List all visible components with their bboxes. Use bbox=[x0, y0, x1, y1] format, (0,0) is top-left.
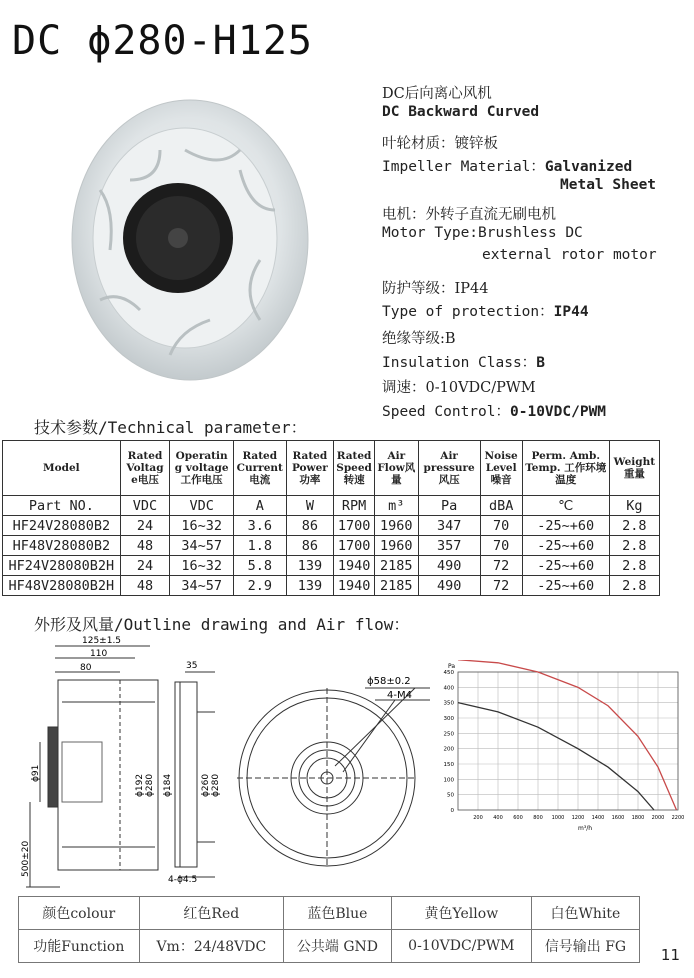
dim-d280b: ϕ280 bbox=[211, 773, 221, 797]
table-cell: -25~+60 bbox=[522, 536, 609, 556]
table-cell: 黄色Yellow bbox=[391, 897, 531, 930]
table-row bbox=[3, 576, 660, 596]
table-cell: 16~32 bbox=[170, 556, 234, 576]
table-cell: 蓝色Blue bbox=[284, 897, 392, 930]
impeller-value2: Metal Sheet bbox=[560, 177, 657, 193]
dim-125: 125±1.5 bbox=[82, 636, 122, 646]
side-view-drawing bbox=[0, 632, 235, 892]
fan-photo bbox=[60, 90, 310, 390]
table-cell: 72 bbox=[480, 556, 522, 576]
table-cell: 86 bbox=[286, 516, 334, 536]
table-cell: 1700 bbox=[334, 536, 375, 556]
table-cell: 信号输出 FG bbox=[531, 930, 639, 963]
table-cell: 24 bbox=[120, 556, 170, 576]
y-tick-label: 450 bbox=[443, 670, 454, 676]
table-cell: HF48V28080B2 bbox=[3, 536, 121, 556]
th-temp: Perm. Amb. Temp. 工作环境温度 bbox=[522, 441, 609, 496]
dim-holes: 4-ϕ4.5 bbox=[168, 875, 198, 885]
x-tick-label: 200 bbox=[473, 815, 483, 821]
chart-xlabel: m³/h bbox=[578, 825, 593, 832]
table-cell: 24 bbox=[120, 516, 170, 536]
x-tick-label: 1400 bbox=[591, 815, 605, 821]
protection-label: Type of protection： bbox=[382, 304, 554, 320]
dim-d192: ϕ192 bbox=[135, 773, 145, 797]
table-cell: HF48V28080B2H bbox=[3, 576, 121, 596]
th-op-voltage: Operatin g voltage 工作电压 bbox=[170, 441, 234, 496]
params-table bbox=[2, 440, 660, 596]
insulation-line bbox=[382, 351, 545, 372]
x-tick-label: 2200 bbox=[671, 815, 685, 821]
x-tick-label: 400 bbox=[493, 815, 503, 821]
table-cell: 颜色colour bbox=[19, 897, 140, 930]
table-cell: 34~57 bbox=[170, 576, 234, 596]
table-cell: 48 bbox=[120, 536, 170, 556]
y-tick-label: 250 bbox=[443, 731, 454, 738]
series-line-2 bbox=[458, 703, 654, 810]
dim-d260: ϕ260 bbox=[201, 773, 211, 797]
table-cell: VDC bbox=[170, 496, 234, 516]
series-line-1 bbox=[458, 660, 677, 810]
table-cell: 红色Red bbox=[139, 897, 283, 930]
table-cell: 347 bbox=[418, 516, 480, 536]
motor-label2: external rotor motor bbox=[482, 247, 657, 263]
table-cell: 3.6 bbox=[234, 516, 287, 536]
chart-grid bbox=[458, 672, 678, 810]
th-pressure: Air pressure 风压 bbox=[418, 441, 480, 496]
color-row bbox=[19, 897, 640, 930]
insulation-cn: 绝缘等级:B bbox=[382, 331, 456, 347]
table-cell: 490 bbox=[418, 576, 480, 596]
y-tick-label: 100 bbox=[443, 777, 454, 784]
table-cell: Pa bbox=[418, 496, 480, 516]
table-cell: Kg bbox=[609, 496, 659, 516]
table-cell: 48 bbox=[120, 576, 170, 596]
x-tick-label: 1600 bbox=[611, 815, 625, 821]
table-cell: 2.8 bbox=[609, 576, 659, 596]
table-cell: 5.8 bbox=[234, 556, 287, 576]
airflow-chart bbox=[428, 660, 690, 835]
table-cell: Part NO. bbox=[3, 496, 121, 516]
dim-500: 500±20 bbox=[21, 840, 31, 877]
table-row bbox=[3, 536, 660, 556]
table-cell: 功能Function bbox=[19, 930, 140, 963]
insulation-value: B bbox=[536, 355, 545, 371]
dim-80: 80 bbox=[80, 663, 92, 673]
table-cell: 2.8 bbox=[609, 536, 659, 556]
x-tick-label: 2000 bbox=[651, 815, 665, 821]
y-tick-label: 0 bbox=[450, 808, 454, 814]
y-tick-label: 350 bbox=[443, 700, 454, 707]
table-cell: HF24V28080B2 bbox=[3, 516, 121, 536]
table-cell: 2185 bbox=[374, 556, 418, 576]
table-cell: m³ bbox=[374, 496, 418, 516]
product-title: DC ϕ280-H125 bbox=[12, 18, 313, 64]
protection-line bbox=[382, 300, 589, 321]
table-cell: 139 bbox=[286, 576, 334, 596]
speed-cn: 调速：0-10VDC/PWM bbox=[382, 380, 536, 396]
speed-value: 0-10VDC/PWM bbox=[510, 404, 607, 420]
y-tick-label: 150 bbox=[443, 762, 454, 768]
impeller-value1: Galvanized bbox=[544, 159, 633, 175]
th-current: Rated Current 电流 bbox=[234, 441, 287, 496]
th-power: Rated Power 功率 bbox=[286, 441, 334, 496]
table-cell: 1940 bbox=[334, 576, 375, 596]
table-cell: 白色White bbox=[531, 897, 639, 930]
y-tick-label: 50 bbox=[447, 792, 454, 799]
plot-frame bbox=[458, 672, 678, 810]
table-cell: 1960 bbox=[374, 536, 418, 556]
x-tick-label: 1200 bbox=[571, 815, 585, 821]
table-cell: 357 bbox=[418, 536, 480, 556]
dim-d91: ϕ91 bbox=[31, 764, 41, 782]
protection-cn: 防护等级：IP44 bbox=[382, 281, 489, 297]
table-cell: 16~32 bbox=[170, 516, 234, 536]
motor-cn: 电机：外转子直流无刷电机 bbox=[382, 207, 556, 223]
table-cell: 2185 bbox=[374, 576, 418, 596]
dim-110: 110 bbox=[90, 649, 108, 659]
chart-ylabel: Pa bbox=[448, 663, 456, 670]
speed-line bbox=[382, 400, 606, 421]
table-cell: 70 bbox=[480, 536, 522, 556]
table-cell: 公共端 GND bbox=[284, 930, 392, 963]
table-cell: 1960 bbox=[374, 516, 418, 536]
front-view-drawing bbox=[235, 668, 435, 878]
table-cell: 490 bbox=[418, 556, 480, 576]
table-cell: 72 bbox=[480, 576, 522, 596]
impeller-label: Impeller Material： bbox=[382, 159, 545, 175]
table-cell: VDC bbox=[120, 496, 170, 516]
table-cell: 1700 bbox=[334, 516, 375, 536]
y-tick-label: 200 bbox=[443, 746, 454, 753]
impeller-cn: 叶轮材质：镀锌板 bbox=[382, 136, 498, 152]
type-en: DC Backward Curved bbox=[382, 104, 540, 120]
motor-label1: Motor Type:Brushless DC bbox=[382, 225, 583, 241]
table-cell: 34~57 bbox=[170, 536, 234, 556]
chart-ticks bbox=[444, 670, 685, 821]
dim-d58: ϕ58±0.2 bbox=[367, 676, 411, 687]
table-cell: 139 bbox=[286, 556, 334, 576]
units-row bbox=[3, 496, 660, 516]
table-cell: 1.8 bbox=[234, 536, 287, 556]
x-tick-label: 1000 bbox=[551, 815, 565, 821]
x-tick-label: 800 bbox=[533, 815, 543, 821]
page-number: 11 bbox=[660, 946, 680, 964]
insulation-label: Insulation Class： bbox=[382, 355, 537, 371]
table-cell: 2.8 bbox=[609, 556, 659, 576]
table-cell: 2.8 bbox=[609, 516, 659, 536]
type-cn: DC后向离心风机 bbox=[382, 86, 492, 102]
table-row bbox=[3, 516, 660, 536]
speed-label: Speed Control： bbox=[382, 404, 510, 420]
x-tick-label: 1800 bbox=[631, 815, 645, 821]
table-cell: dBA bbox=[480, 496, 522, 516]
table-cell: Vm：24/48VDC bbox=[139, 930, 283, 963]
chart-series bbox=[458, 660, 677, 810]
th-speed: Rated Speed 转速 bbox=[334, 441, 375, 496]
table-cell: A bbox=[234, 496, 287, 516]
dim-35: 35 bbox=[186, 661, 198, 671]
tech-params-title: 技术参数/Technical parameter： bbox=[34, 418, 307, 437]
table-cell: HF24V28080B2H bbox=[3, 556, 121, 576]
protection-value: IP44 bbox=[553, 304, 589, 320]
x-tick-label: 600 bbox=[513, 815, 523, 821]
impeller-line bbox=[382, 155, 632, 176]
function-row bbox=[19, 930, 640, 963]
dim-d184: ϕ184 bbox=[163, 773, 173, 797]
th-voltage: Rated Voltag e电压 bbox=[120, 441, 170, 496]
y-tick-label: 300 bbox=[443, 716, 454, 722]
table-cell: -25~+60 bbox=[522, 556, 609, 576]
th-weight: Weight 重量 bbox=[609, 441, 659, 496]
table-cell: W bbox=[286, 496, 334, 516]
th-noise: Noise Level 噪音 bbox=[480, 441, 522, 496]
th-model: Model bbox=[3, 441, 121, 496]
dim-m4: 4-M4 bbox=[387, 690, 412, 701]
outline-title: 外形及风量/Outline drawing and Air flow： bbox=[34, 615, 410, 634]
table-cell: 86 bbox=[286, 536, 334, 556]
table-cell: -25~+60 bbox=[522, 576, 609, 596]
y-tick-label: 400 bbox=[443, 685, 454, 692]
wire-color-table bbox=[18, 896, 640, 963]
table-cell: 0-10VDC/PWM bbox=[391, 930, 531, 963]
table-row bbox=[3, 556, 660, 576]
th-airflow: Air Flow风 量 bbox=[374, 441, 418, 496]
table-cell: -25~+60 bbox=[522, 516, 609, 536]
table-cell: 2.9 bbox=[234, 576, 287, 596]
dim-d280a: ϕ280 bbox=[145, 773, 155, 797]
table-cell: RPM bbox=[334, 496, 375, 516]
table-cell: ℃ bbox=[522, 496, 609, 516]
table-cell: 1940 bbox=[334, 556, 375, 576]
table-cell: 70 bbox=[480, 516, 522, 536]
